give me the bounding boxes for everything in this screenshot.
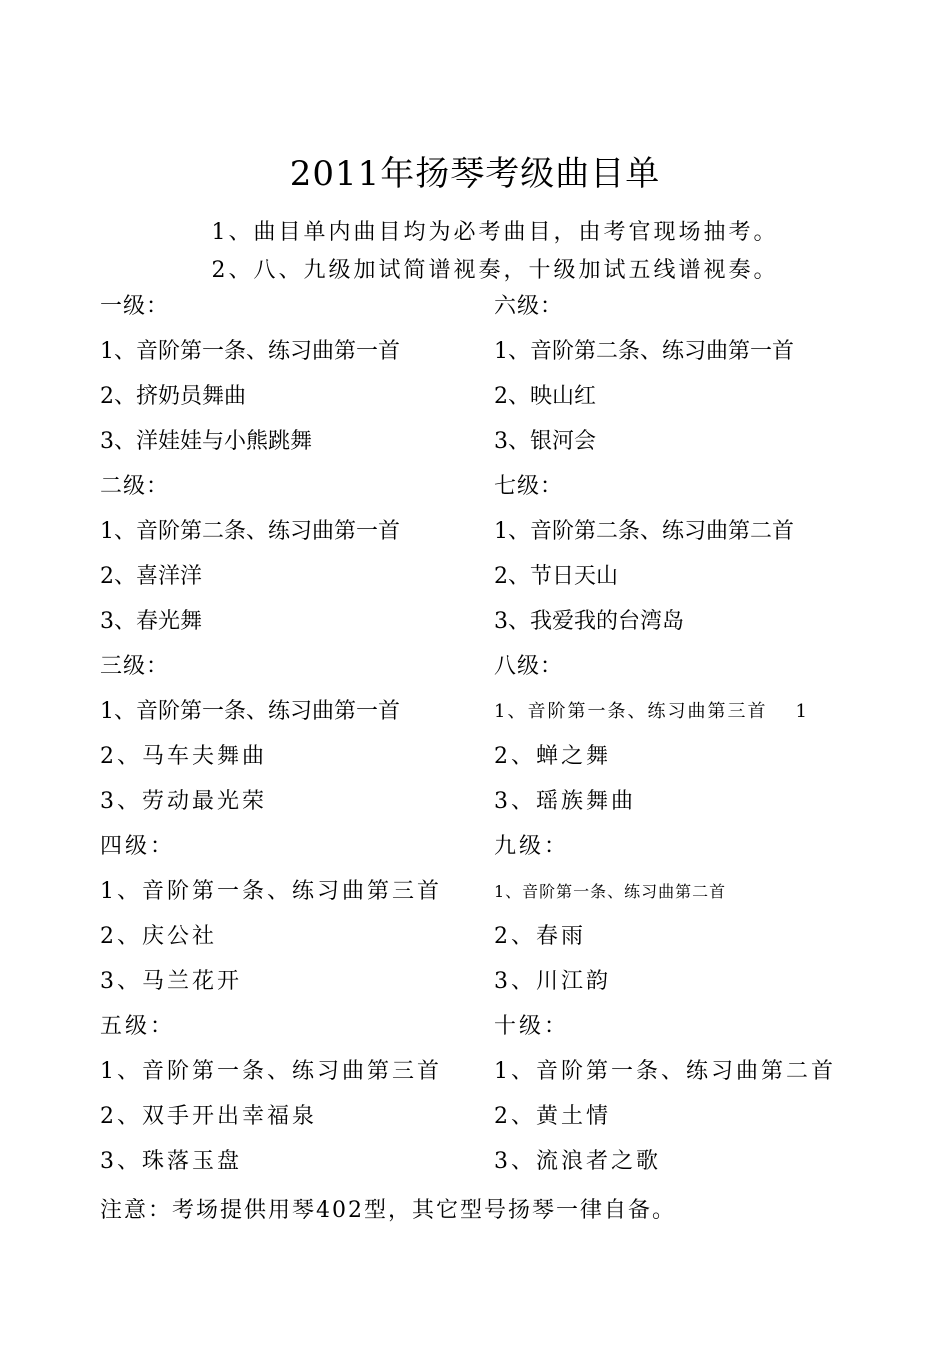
level-heading: 九级： (494, 834, 570, 859)
list-item: 2、映山红 (494, 384, 596, 409)
list-item: 3、马兰花开 (100, 969, 242, 994)
list-item: 3、春光舞 (100, 609, 202, 634)
list-item: 2、双手开出幸福泉 (100, 1104, 317, 1129)
list-item: 3、劳动最光荣 (100, 789, 267, 814)
list-item: 3、我爱我的台湾岛 (494, 609, 684, 634)
list-item: 3、珠落玉盘 (100, 1149, 242, 1174)
list-item: 2、春雨 (494, 924, 586, 949)
level-heading: 二级： (100, 474, 170, 499)
list-item: 1、音阶第一条、练习曲第二首 (494, 882, 727, 901)
list-item: 2、马车夫舞曲 (100, 744, 267, 769)
list-item: 3、流浪者之歌 (494, 1149, 661, 1174)
list-item: 2、蝉之舞 (494, 744, 611, 769)
level-heading: 六级： (494, 294, 564, 319)
list-item: 2、挤奶员舞曲 (100, 384, 246, 409)
list-item: 1、音阶第一条、练习曲第一首 (100, 699, 400, 724)
level-heading: 十级： (494, 1014, 570, 1039)
rule-line-2: 2、八、九级加试简谱视奏，十级加试五线谱视奏。 (211, 258, 779, 283)
list-item: 1、音阶第一条、练习曲第二首 (494, 1059, 836, 1084)
list-item: 1、音阶第一条、练习曲第三首 (100, 1059, 442, 1084)
rule-line-1: 1、曲目单内曲目均为必考曲目，由考官现场抽考。 (211, 220, 779, 245)
list-item: 1、音阶第二条、练习曲第一首 (494, 339, 794, 364)
level-heading: 四级： (100, 834, 176, 859)
list-item: 3、瑶族舞曲 (494, 789, 636, 814)
list-item-text: 1、音阶第一条、练习曲第三首 (494, 701, 768, 722)
level-heading: 八级： (494, 654, 564, 679)
list-item: 2、庆公社 (100, 924, 217, 949)
page-title: 2011年扬琴考级曲目单 (289, 154, 661, 194)
list-item: 2、喜洋洋 (100, 564, 202, 589)
page-number: 1 (795, 701, 809, 722)
list-item: 2、黄土情 (494, 1104, 611, 1129)
list-item: 1、音阶第二条、练习曲第二首 (494, 519, 794, 544)
footer-note: 注意：考场提供用琴402型，其它型号扬琴一律自备。 (100, 1198, 676, 1223)
list-item: 1、音阶第一条、练习曲第一首 (100, 339, 400, 364)
left-column (100, 292, 490, 1192)
list-item: 1、音阶第一条、练习曲第三首 (100, 879, 442, 904)
list-item: 2、节日天山 (494, 564, 618, 589)
level-heading: 五级： (100, 1014, 176, 1039)
list-item: 3、银河会 (494, 429, 596, 454)
list-item: 3、川江韵 (494, 969, 611, 994)
right-column (494, 292, 894, 1192)
level-heading: 一级： (100, 294, 170, 319)
level-heading: 七级： (494, 474, 564, 499)
list-item (494, 697, 894, 742)
list-item: 1、音阶第二条、练习曲第一首 (100, 519, 400, 544)
list-item: 3、洋娃娃与小熊跳舞 (100, 429, 312, 454)
level-heading: 三级： (100, 654, 170, 679)
